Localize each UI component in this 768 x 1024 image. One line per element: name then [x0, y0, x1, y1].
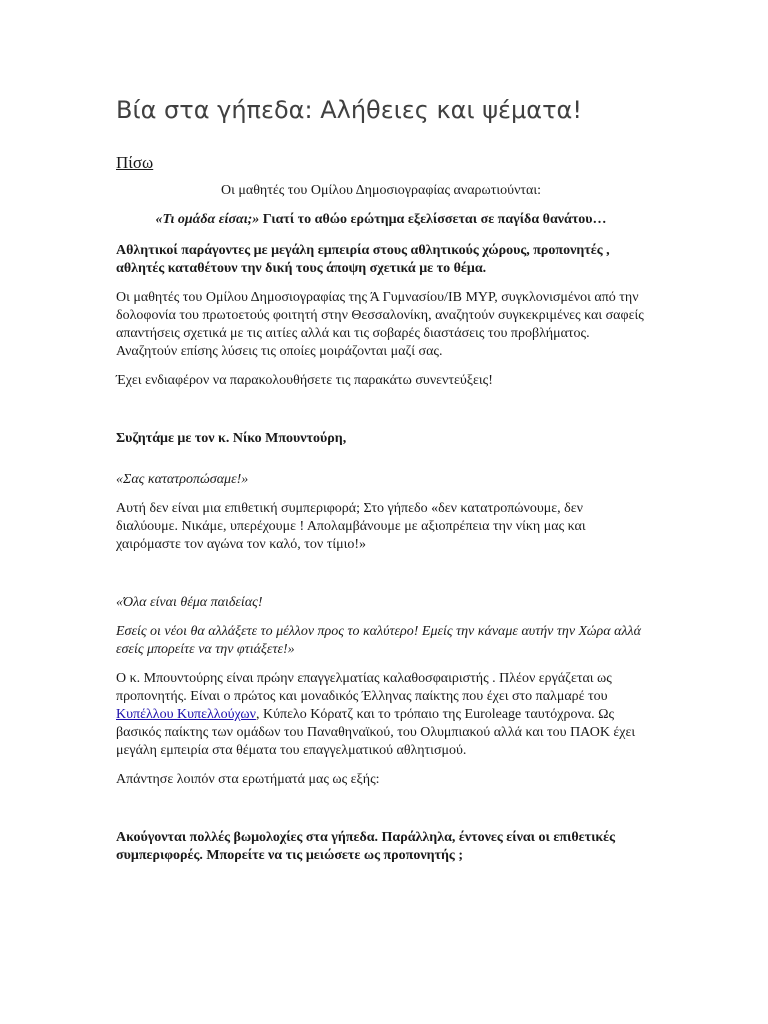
- page-title: Βία στα γήπεδα: Αλήθειες και ψέματα!: [116, 96, 582, 124]
- lead-question-rest: Γιατί το αθώο ερώτημα εξελίσσεται σε παγίδα θανάτου…: [259, 212, 607, 227]
- body-paragraph: Έχει ενδιαφέρον να παρακολουθήσετε τις παρακάτω συνεντεύξεις!: [116, 373, 493, 388]
- bio-text: , Κύπελο Κόρατζ και το τρόπαιο της Euroleage ταυτόχρονα. Ως βασικός παίκτης των ομάδων του Παναθηναϊκού, του Ολυμπιακού αλλά και του ΠΑΟΚ έχει μεγάλη εμπειρία στα θέματα του επαγγελματικού αθλητισμού.: [116, 707, 636, 758]
- pull-quote: «Όλα είναι θέμα παιδείας!: [116, 595, 263, 610]
- article-body: [116, 182, 646, 865]
- bio-paragraph: [116, 670, 646, 760]
- back-link[interactable]: Πίσω: [116, 153, 154, 172]
- body-paragraph: Απάντησε λοιπόν στα ερωτήματά μας ως εξής:: [116, 772, 380, 787]
- bio-text: Ο κ. Μπουντούρης είναι πρώην επαγγελματίας καλαθοσφαιριστής . Πλέον εργάζεται ως προπονητής. Είναι ο πρώτος και μοναδικός Έλληνας παίκτης που έχει στο παλμαρέ του: [116, 671, 612, 704]
- lead-question: [116, 211, 646, 229]
- cup-winners-cup-link[interactable]: Κυπέλλου Κυπελλούχων: [116, 707, 256, 722]
- interview-heading: Συζητάμε με τον κ. Νίκο Μπουντούρη,: [116, 431, 347, 446]
- body-paragraph: Οι μαθητές του Ομίλου Δημοσιογραφίας της Ά Γυμνασίου/ΙΒ ΜΥΡ, συγκλονισμένοι από την δολοφονία του πρωτοετούς φοιτητή στην Θεσσαλονίκη, αναζητούν συγκεκριμένες και σαφείς απαντήσεις σχετικά με τις αιτίες αλλά και τις σοβαρές διαστάσεις του προβλήματος. Αναζητούν επίσης λύσεις τις οποίες μοιράζονται μαζί σας.: [116, 290, 644, 359]
- intro-line: Οι μαθητές του Ομίλου Δημοσιογραφίας αναρωτιούνται:: [220, 183, 542, 198]
- pull-quote: Εσείς οι νέοι θα αλλάξετε το μέλλον προς το καλύτερο! Εμείς την κάναμε αυτήν την Χώρα αλλά εσείς μπορείτε να την φτιάξετε!»: [116, 624, 641, 657]
- pull-quote: «Σας κατατροπώσαμε!»: [116, 472, 249, 487]
- lead-paragraph: Αθλητικοί παράγοντες με μεγάλη εμπειρία στους αθλητικούς χώρους, προπονητές , αθλητές καταθέτουν την δική τους άποψη σχετικά με το θέμα.: [116, 243, 610, 276]
- body-paragraph: Αυτή δεν είναι μια επιθετική συμπεριφορά; Στο γήπεδο «δεν κατατροπώνουμε, δεν διαλύουμε. Νικάμε, υπερέχουμε ! Απολαμβάνουμε με αξιοπρέπεια την νίκη μας και χαιρόμαστε τον αγώνα τον καλό, τον τίμιο!»: [116, 501, 586, 552]
- lead-question-italic: «Τι ομάδα είσαι;»: [155, 212, 260, 227]
- interview-question: Ακούγονται πολλές βωμολοχίες στα γήπεδα. Παράλληλα, έντονες είναι οι επιθετικές συμπεριφορές. Μπορείτε να τις μειώσετε ως προπονητής ;: [116, 830, 616, 863]
